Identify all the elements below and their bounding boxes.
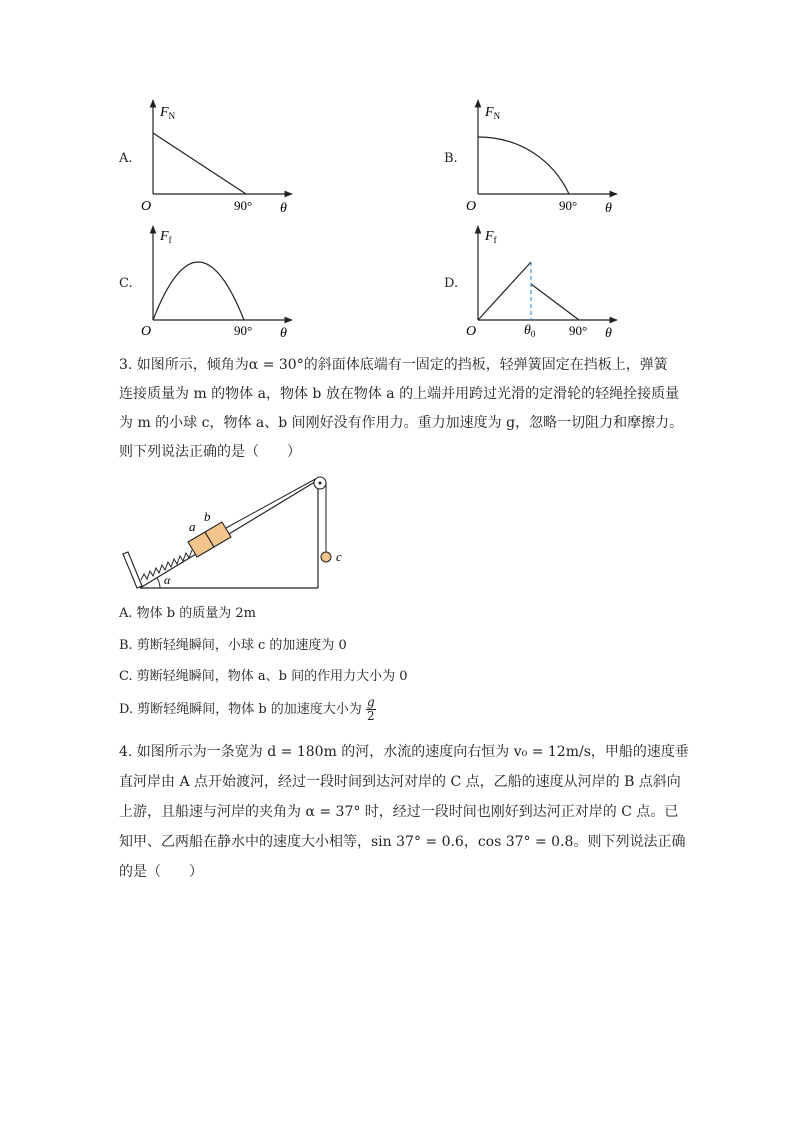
label-a: a <box>189 519 196 534</box>
pulley-axle <box>319 482 322 485</box>
question-4-line: 4. 如图所示为一条宽为 d = 180m 的河，水流的速度向右恒为 v₀ = 12m/s，甲船的速度垂 <box>119 744 689 760</box>
origin-label: O <box>466 199 477 214</box>
y-axis-label: $F_f$ <box>160 229 172 245</box>
curve-falling <box>531 284 579 320</box>
option-a-label: A. <box>119 151 133 166</box>
option-b-label: B. <box>444 151 458 166</box>
x-axis-label: θ <box>280 201 287 216</box>
fraction-numerator: g <box>366 695 375 709</box>
graph-c <box>140 222 300 342</box>
question-4-text <box>119 737 689 887</box>
choice-d <box>119 696 376 723</box>
origin-label: O <box>141 324 152 339</box>
barrier-plate <box>123 552 142 588</box>
y-axis-label: $F_N$ <box>160 105 176 121</box>
label-c: c <box>336 549 342 564</box>
origin-label: O <box>466 324 477 339</box>
choice-d-text: D. 剪断轻绳瞬间，物体 b 的加速度大小为 <box>119 702 362 717</box>
choice-b: B. 剪断轻绳瞬间，小球 c 的加速度为 0 <box>119 638 347 653</box>
question-3-line: 3. 如图所示，倾角为α = 30°的斜面体底端有一固定的挡板，轻弹簧固定在挡板上，弹簧 <box>119 357 668 373</box>
curve-arc <box>478 137 569 194</box>
curve-line <box>153 133 246 194</box>
graph-a <box>140 96 300 218</box>
question-4-line: 上游，且船速与河岸的夹角为 α = 37° 时，经过一段时间也刚好到达河正对岸的 C 点。已 <box>119 804 679 820</box>
angle-arc <box>157 578 160 588</box>
theta0-label: $\theta_0$ <box>524 323 536 339</box>
question-3-line: 连接质量为 m 的物体 a，物体 b 放在物体 a 的上端并用跨过光滑的定滑轮的轻绳拴接质量 <box>119 386 680 402</box>
incline-figure <box>116 470 356 596</box>
graph-d <box>465 222 625 342</box>
question-3-text <box>119 351 684 467</box>
x-axis-label: θ <box>280 326 287 341</box>
y-axis-label: $F_N$ <box>485 105 501 121</box>
choice-c: C. 剪断轻绳瞬间，物体 a、b 间的作用力大小为 0 <box>119 669 408 684</box>
graph-b <box>465 96 625 218</box>
x-tick-label: 90° <box>569 323 588 338</box>
curve-parabola <box>153 262 244 320</box>
question-3-line: 则下列说法正确的是（ ） <box>119 444 301 460</box>
question-4-line: 知甲、乙两船在静水中的速度大小相等，sin 37° = 0.6，cos 37° = 0.8。则下列说法正确 <box>119 834 686 850</box>
x-tick-label: 90° <box>234 198 253 213</box>
y-axis-label: $F_f$ <box>485 229 497 245</box>
option-d-label: D. <box>444 276 459 291</box>
ball-c <box>321 552 331 562</box>
curve-rising <box>478 262 531 320</box>
question-4-line: 直河岸由 A 点开始渡河，经过一段时间到达河对岸的 C 点，乙船的速度从河岸的 B 点斜向 <box>119 774 681 790</box>
choice-a: A. 物体 b 的质量为 2m <box>119 606 256 621</box>
angle-alpha-label: α <box>164 573 171 587</box>
fraction-denominator: 2 <box>366 709 375 723</box>
x-axis-label: θ <box>605 201 612 216</box>
question-4-line: 的是（ ） <box>119 864 203 880</box>
x-tick-label: 90° <box>234 323 253 338</box>
origin-label: O <box>141 199 152 214</box>
label-b: b <box>204 509 211 524</box>
rope-slope <box>226 477 319 528</box>
fraction-g-over-2 <box>366 696 376 723</box>
x-axis-label: θ <box>605 326 612 341</box>
option-c-label: C. <box>119 276 133 291</box>
question-3-line: 为 m 的小球 c，物体 a、b 间刚好没有作用力。重力加速度为 g，忽略一切阻力和摩擦力。 <box>119 415 684 431</box>
x-tick-label: 90° <box>559 198 578 213</box>
